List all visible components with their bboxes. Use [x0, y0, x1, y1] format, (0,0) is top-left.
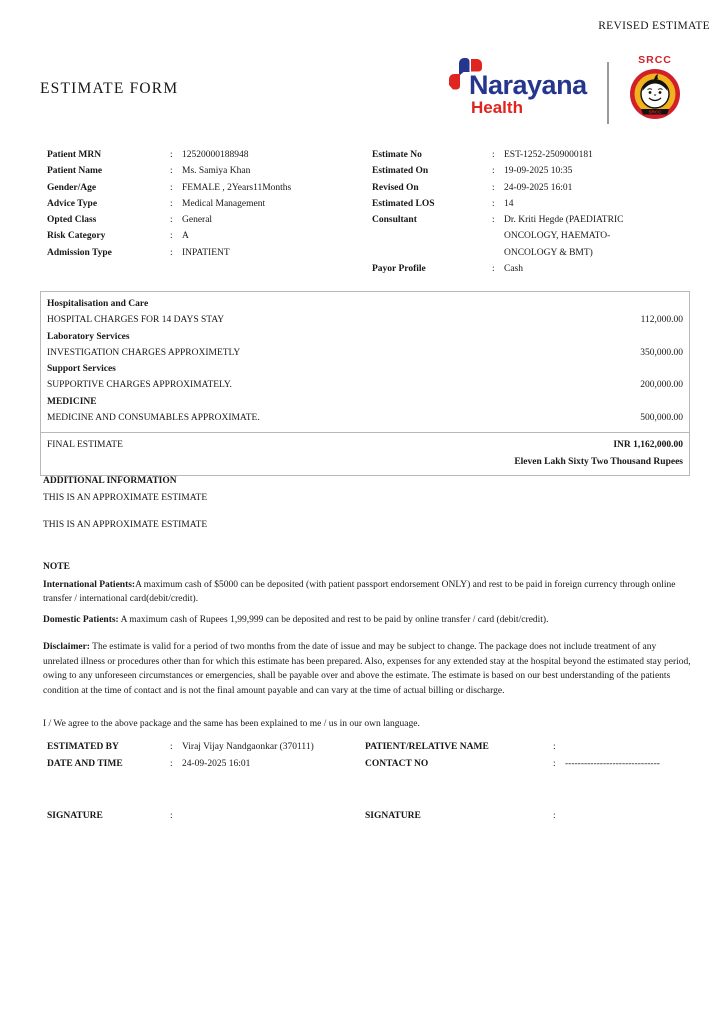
charge-item-row: MEDICINE AND CONSUMABLES APPROXIMATE. 500,000.00: [47, 413, 683, 424]
amount-in-words: Eleven Lakh Sixty Two Thousand Rupees: [514, 456, 683, 467]
charge-category-row: Support Services: [47, 364, 116, 375]
charge-category-row: MEDICINE: [47, 396, 97, 407]
field-admission-type: Admission Type : INPATIENT: [47, 247, 230, 258]
charge-item-row: INVESTIGATION CHARGES APPROXIMETLY 350,000.00: [47, 347, 683, 358]
field-advice-type: Advice Type : Medical Management: [47, 198, 266, 209]
contact-no-field: CONTACT NO : ------------------------------: [365, 758, 660, 769]
estimate-info-right: [372, 147, 690, 277]
charge-item-row: SUPPORTIVE CHARGES APPROXIMATELY. 200,000.00: [47, 380, 683, 391]
patient-relative-name-field: PATIENT/RELATIVE NAME :: [365, 742, 556, 752]
field-revised-on: Revised On : 24-09-2025 16:01: [372, 182, 573, 193]
date-and-time-field: DATE AND TIME : 24-09-2025 16:01: [47, 758, 251, 769]
additional-information-section: [43, 474, 693, 533]
charge-item-row: HOSPITAL CHARGES FOR 14 DAYS STAY 112,000.00: [47, 315, 683, 326]
field-estimated-on: Estimated On : 19-09-2025 10:35: [372, 166, 573, 177]
revised-estimate-label: REVISED ESTIMATE: [598, 20, 710, 32]
disclaimer-label: Disclaimer:: [43, 642, 90, 652]
svg-text:SRCC: SRCC: [648, 109, 662, 115]
signature-row: [47, 808, 693, 825]
field-consultant: Consultant : Dr. Kriti Hegde (PAEDIATRIC ONCOLOGY, HAEMATO-ONCOLOGY & BMT): [372, 215, 624, 258]
patient-info-left: [47, 147, 367, 261]
charges-divider: [41, 432, 689, 433]
approximate-estimate-line: THIS IS AN APPROXIMATE ESTIMATE: [43, 492, 208, 503]
field-gender-age: Gender/Age : FEMALE , 2Years11Months: [47, 182, 292, 193]
agreement-line: I / We agree to the above package and the same has been explained to me / us in our own language.: [43, 719, 420, 729]
srcc-label: SRCC: [638, 54, 672, 66]
srcc-logo-block: [624, 54, 686, 127]
note-heading: NOTE: [43, 562, 70, 572]
brand-subname: Health: [471, 98, 523, 117]
field-estimated-los: Estimated LOS : 14: [372, 198, 514, 209]
note-section: [43, 560, 693, 627]
charge-category-row: Laboratory Services: [47, 331, 130, 342]
field-estimate-no: Estimate No : EST-1252-2509000181: [372, 150, 593, 160]
brand-name: Narayana: [469, 70, 587, 100]
estimated-by-field: ESTIMATED BY : Viraj Vijay Nandgaonkar (370111): [47, 742, 314, 752]
final-estimate-amount: INR 1,162,000.00: [613, 440, 683, 451]
approximate-estimate-line: THIS IS AN APPROXIMATE ESTIMATE: [43, 520, 208, 531]
signoff-row-1: [47, 739, 693, 756]
signature-left-field: SIGNATURE :: [47, 811, 173, 821]
note-domestic: Domestic Patients: A maximum cash of Rupees 1,99,999 can be deposited and rest to be paid by online transfer / card (debit/credit).: [43, 614, 549, 625]
field-opted-class: Opted Class : General: [47, 215, 213, 226]
charges-table: [40, 291, 690, 476]
signature-right-field: SIGNATURE :: [365, 811, 556, 821]
field-payor-profile: Payor Profile : Cash: [372, 264, 523, 275]
final-estimate-label: FINAL ESTIMATE: [47, 440, 123, 451]
signoff-section: [47, 739, 693, 825]
field-patient-name: Patient Name : Ms. Samiya Khan: [47, 166, 251, 177]
field-patient-mrn: Patient MRN : 12520000188948: [47, 150, 249, 160]
disclaimer-section: [43, 640, 693, 698]
signoff-row-2: [47, 756, 693, 773]
note-international: International Patients:A maximum cash of $5000 can be deposited (with patient passport endorsement ONLY) and rest to be paid in foreign currency through online transfer / international card(debit/credit).: [43, 579, 676, 605]
srcc-mascot-icon: [629, 68, 681, 122]
additional-information-heading: ADDITIONAL INFORMATION: [43, 476, 177, 486]
charge-category-row: Hospitalisation and Care: [47, 299, 149, 309]
final-estimate-row: [41, 437, 689, 453]
page-title: ESTIMATE FORM: [40, 80, 179, 97]
field-risk-category: Risk Category : A: [47, 231, 189, 242]
brand-divider: [607, 62, 609, 124]
disclaimer-text: The estimate is valid for a period of two months from the date of issue and may be subject to change. The package does not include treatment of any unrelated illness or procedures other than for which this estimate has been prepared. Also, expenses for any extended stay at the hospital beyond the estimated stay period, owing to any unforeseen circumstances or emergencies, shall be payable over and above the estimate. The estimate is based on our best understanding of the patients condition at the time of contact and is not the final amount payable and can vary at the time of actual billing or discharge.: [43, 642, 691, 696]
